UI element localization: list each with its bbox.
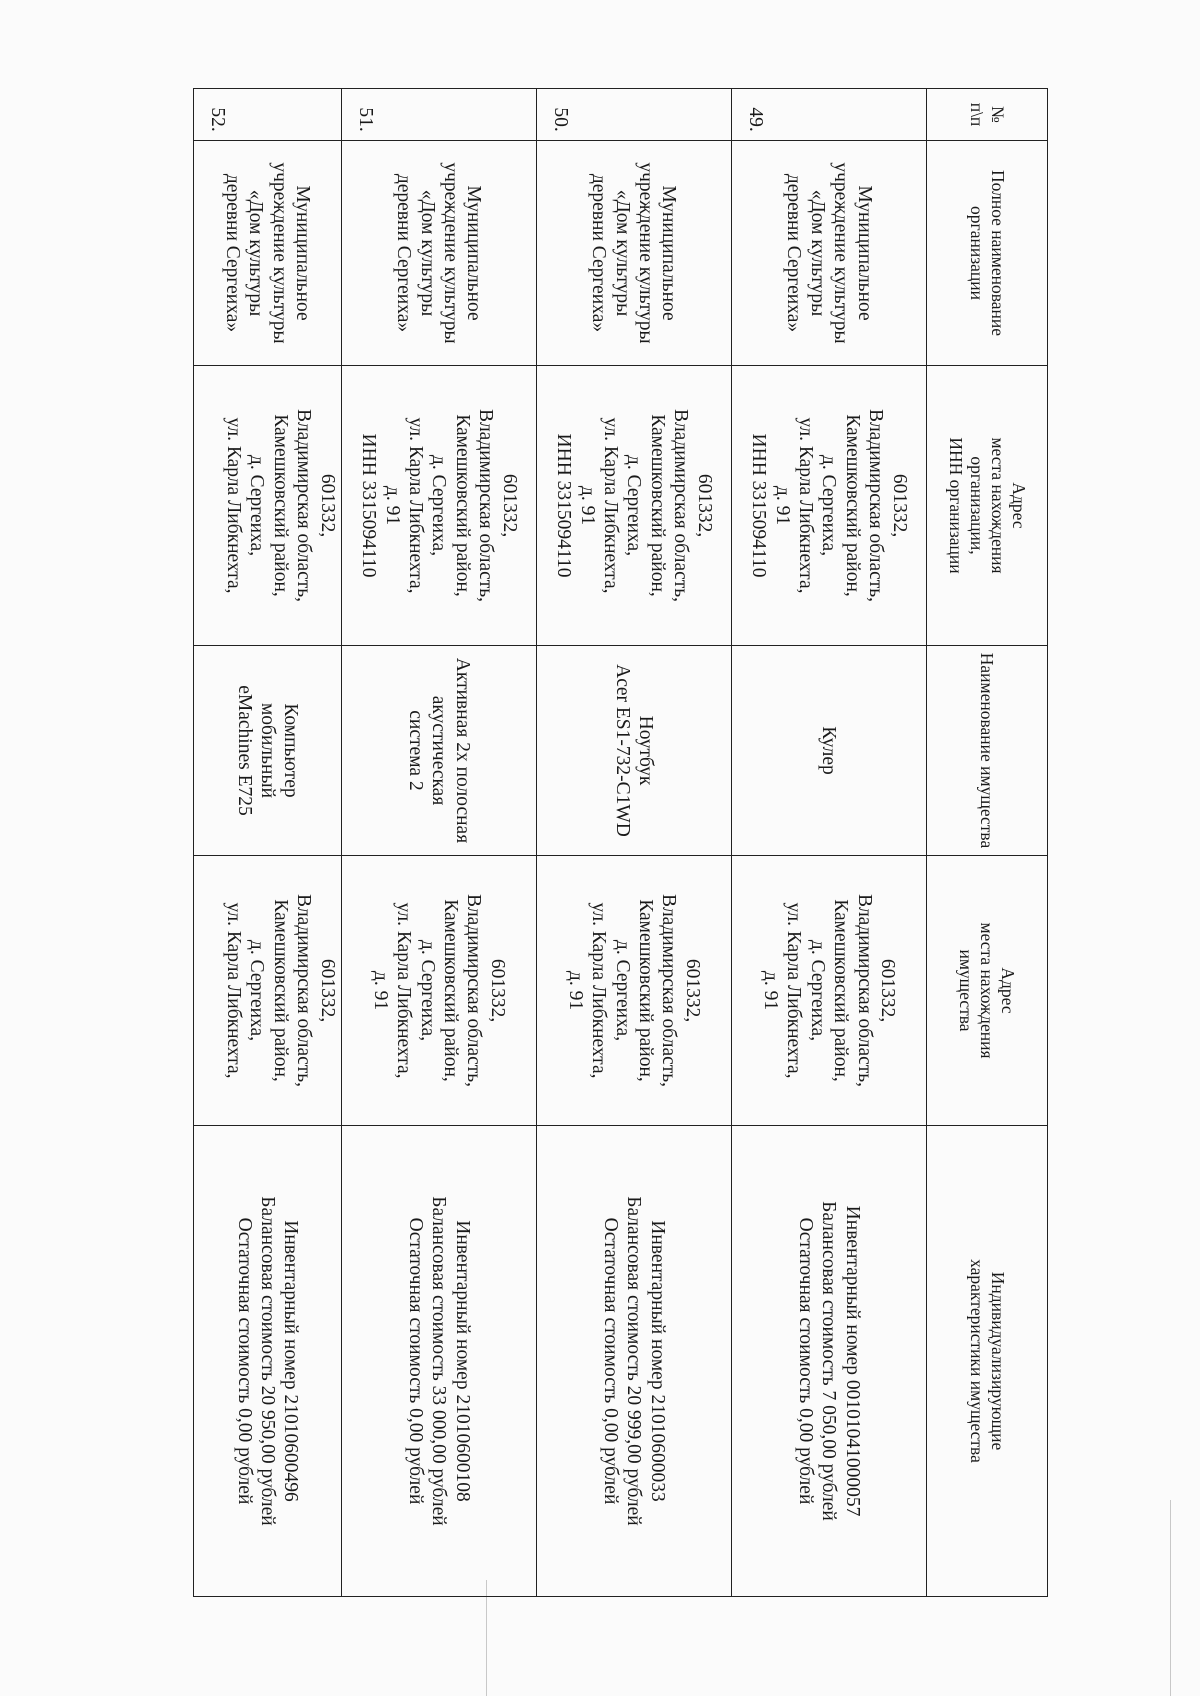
scan-artifact — [1170, 1500, 1171, 1696]
cell-line: д. 91 — [369, 970, 391, 1011]
table-row — [731, 89, 926, 1597]
cell-line: д. 91 — [564, 970, 586, 1011]
property-name-cell — [731, 646, 926, 856]
cell-line: д. Сергеиха, — [806, 939, 828, 1042]
cell-line: Владимирская область, — [475, 408, 497, 603]
cell-line: Компьютер — [280, 703, 302, 798]
cell-line: Владимирская область, — [865, 408, 887, 603]
cell-line: ул. Карла Либкнехта, — [223, 417, 245, 594]
cell-line: Камешковский район, — [451, 414, 473, 597]
cell-line: ИНН 3315094110 — [358, 433, 380, 578]
cell-line: 601332, — [316, 473, 338, 538]
cell-line: Владимирская область, — [658, 893, 680, 1088]
cell-line: Инвентарный номер 21010600033 — [646, 1220, 668, 1502]
cell-line: Инвентарный номер 00101041000057 — [841, 1205, 863, 1517]
org-cell — [194, 141, 342, 366]
cell-line: места нахождения — [977, 922, 998, 1059]
cell-line: акустическая — [428, 695, 450, 806]
cell-line: Владимирская область, — [853, 893, 875, 1088]
cell-line: Инвентарный номер 21010600108 — [451, 1220, 473, 1502]
characteristics-cell — [536, 1126, 731, 1597]
characteristics-cell — [341, 1126, 536, 1597]
cell-line: Владимирская область, — [293, 408, 315, 603]
cell-line: ул. Карла Либкнехта, — [223, 902, 245, 1079]
cell-line: Инвентарный номер 21010600496 — [280, 1220, 302, 1502]
table-row — [536, 89, 731, 1597]
row-number: 50. — [536, 89, 731, 141]
org-cell — [536, 141, 731, 366]
cell-line: 601332, — [888, 473, 910, 538]
cell-line: Владимирская область, — [463, 893, 485, 1088]
cell-line: Остаточная стоимость 0,00 рублей — [600, 1217, 621, 1505]
cell-line: деревни Сергеиха» — [783, 173, 805, 333]
cell-line: ул. Карла Либкнехта, — [783, 902, 805, 1079]
cell-line: Остаточная стоимость 0,00 рублей — [795, 1217, 817, 1505]
cell-line: характеристики имущества — [966, 1259, 987, 1463]
cell-line: Владимирская область, — [293, 893, 315, 1088]
cell-line: Камешковский район, — [646, 414, 668, 597]
cell-line: д. Сергеиха, — [246, 939, 268, 1042]
cell-line: деревни Сергеиха» — [221, 173, 243, 333]
cell-line: д. 91 — [576, 485, 598, 526]
cell-line: система 2 — [404, 710, 426, 791]
cell-line: Камешковский район, — [269, 414, 291, 597]
cell-line: Муниципальное — [463, 185, 485, 321]
property-address-cell — [194, 856, 342, 1126]
org-address-cell — [341, 366, 536, 646]
property-table-body — [194, 89, 1048, 1597]
cell-line: Адрес — [998, 967, 1019, 1014]
cell-line: д. 91 — [771, 485, 793, 526]
cell-line: д. Сергеиха, — [428, 454, 450, 557]
characteristics-cell — [731, 1126, 926, 1597]
cell-line: ул. Карла Либкнехта, — [588, 902, 610, 1079]
cell-line: Муниципальное — [292, 185, 314, 321]
cell-line: ул. Карла Либкнехта, — [404, 417, 426, 594]
property-table — [193, 88, 1048, 1597]
cell-line: д. 91 — [381, 485, 403, 526]
cell-line: «Дом культуры — [806, 189, 828, 317]
property-address-cell — [341, 856, 536, 1126]
cell-line: eMachines E725 — [233, 685, 255, 816]
header-address — [926, 856, 1047, 1126]
org-address-cell — [731, 366, 926, 646]
cell-line: имущества — [956, 949, 977, 1032]
cell-line: Камешковский район, — [841, 414, 863, 597]
cell-line: Активная 2х полосная — [451, 657, 473, 844]
row-number: 51. — [341, 89, 536, 141]
table-header-row — [926, 89, 1047, 1597]
cell-line: Камешковский район, — [635, 899, 657, 1082]
cell-line: деревни Сергеиха» — [588, 173, 610, 333]
cell-line: 601332, — [498, 473, 520, 538]
cell-line: места нахождения — [987, 437, 1008, 574]
header-org: Полное наименование организации — [926, 141, 1047, 366]
cell-line: Муниципальное — [853, 185, 875, 321]
cell-line: 601332, — [316, 958, 338, 1023]
cell-line: учреждение культуры — [635, 162, 657, 344]
property-address-cell — [731, 856, 926, 1126]
cell-line: «Дом культуры — [611, 189, 633, 317]
row-number: 49. — [731, 89, 926, 141]
cell-line: д. 91 — [759, 970, 781, 1011]
org-address-cell — [194, 366, 342, 646]
cell-line: д. Сергеиха, — [416, 939, 438, 1042]
cell-line: деревни Сергеиха» — [393, 173, 415, 333]
table-row — [194, 89, 342, 1597]
cell-line: Индивидуализирующие — [987, 1271, 1008, 1451]
characteristics-cell — [194, 1126, 342, 1597]
cell-line: ИНН 3315094110 — [553, 433, 575, 578]
cell-line: Муниципальное — [658, 185, 680, 321]
cell-line: 601332, — [681, 958, 703, 1023]
org-cell — [731, 141, 926, 366]
property-address-cell — [536, 856, 731, 1126]
header-org-address — [926, 366, 1047, 646]
cell-line: Acer ES1-732-C1WD — [611, 664, 633, 837]
cell-line: Балансовая стоимость 20 950,00 рублей — [257, 1196, 279, 1526]
table-row — [341, 89, 536, 1597]
cell-line: Ноутбук — [635, 715, 657, 786]
cell-line: Балансовая стоимость 7 050,00 рублей — [818, 1201, 840, 1521]
cell-line: организации, — [966, 456, 987, 555]
cell-line: Балансовая стоимость 33 000,00 рублей — [428, 1196, 450, 1526]
cell-line: ул. Карла Либкнехта, — [600, 417, 621, 594]
cell-line: д. Сергеиха, — [623, 454, 645, 557]
cell-line: Камешковский район, — [830, 899, 852, 1082]
cell-line: ул. Карла Либкнехта, — [795, 417, 817, 594]
cell-line: ул. Карла Либкнехта, — [393, 902, 415, 1079]
cell-line: д. Сергеиха, — [246, 454, 268, 557]
cell-line: Камешковский район, — [269, 899, 291, 1082]
scan-artifact — [486, 1580, 487, 1696]
cell-line: учреждение культуры — [440, 162, 462, 344]
cell-line: «Дом культуры — [416, 189, 438, 317]
cell-line: Адрес — [1008, 482, 1029, 529]
cell-line: ИНН 3315094110 — [748, 433, 770, 578]
cell-line: ИНН организации — [945, 437, 966, 574]
cell-line: мобильный — [257, 702, 279, 799]
cell-line: учреждение культуры — [830, 162, 852, 344]
org-cell — [341, 141, 536, 366]
cell-line: Остаточная стоимость 0,00 рублей — [404, 1217, 426, 1505]
property-name-cell — [536, 646, 731, 856]
rotated-table-container — [193, 88, 1048, 1596]
cell-line: «Дом культуры — [245, 189, 267, 317]
org-address-cell — [536, 366, 731, 646]
header-no: № п\п — [926, 89, 1047, 141]
cell-line: Остаточная стоимость 0,00 рублей — [233, 1217, 255, 1505]
cell-line: учреждение культуры — [268, 162, 290, 344]
cell-line: 601332, — [876, 958, 898, 1023]
cell-line: Владимирская область, — [670, 408, 692, 603]
header-name: Наименование имущества — [926, 646, 1047, 856]
cell-line: д. Сергеиха, — [818, 454, 840, 557]
row-number: 52. — [194, 89, 342, 141]
cell-line: Камешковский район, — [440, 899, 462, 1082]
header-characteristics — [926, 1126, 1047, 1597]
cell-line: 601332, — [693, 473, 715, 538]
cell-line: д. Сергеиха, — [611, 939, 633, 1042]
property-name-cell — [194, 646, 342, 856]
cell-line: 601332, — [486, 958, 508, 1023]
property-name-cell — [341, 646, 536, 856]
cell-line: Кулер — [818, 726, 840, 775]
cell-line: Балансовая стоимость 20 999,00 рублей — [623, 1196, 645, 1526]
